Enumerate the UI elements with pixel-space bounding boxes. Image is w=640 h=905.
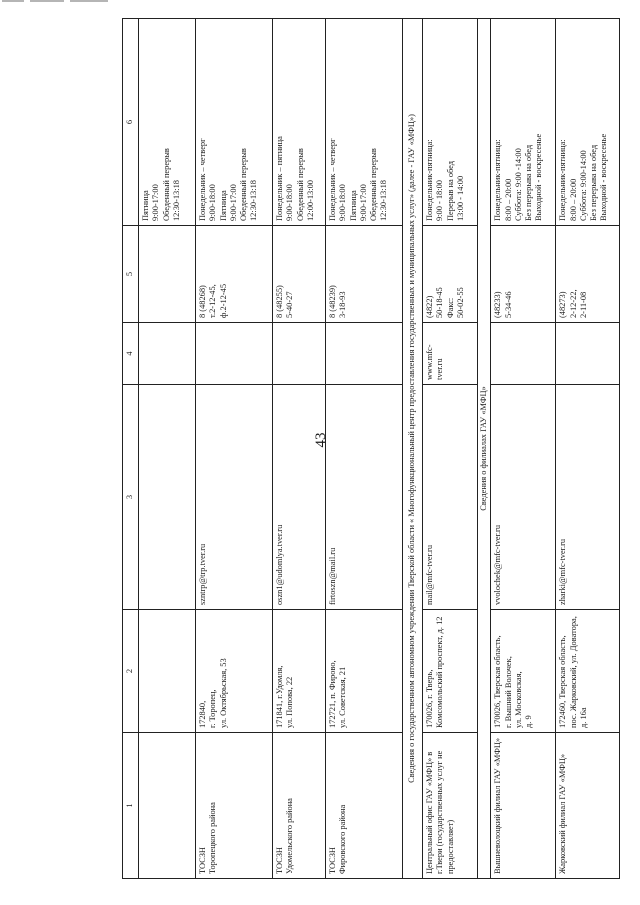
phone-cell	[139, 226, 196, 323]
schedule-cell: Пятница 9:00-17:00 Обеденный перерыв 12:30-13:18	[139, 19, 196, 226]
email-cell: firtoszn@mail.ru	[326, 385, 403, 610]
section-row	[403, 19, 423, 879]
table-row	[423, 19, 478, 879]
email-cell: oszn1@udomlya.tver.ru	[273, 385, 326, 610]
address-cell: 170026, Тверская область, г. Вышний Волочек, ул. Московская, д. 9	[491, 610, 556, 733]
email-cell	[139, 385, 196, 610]
address-cell: 171841, г.Удомля, ул. Попова, 22	[273, 610, 326, 733]
section-heading-mfc: Сведения о государственном автономном учреждении Тверской области « Многофункциональный центр предоставления государственных и муниципальных услуг» (далее - ГАУ «МФЦ»)	[403, 19, 423, 879]
name-cell: ТОСЗН Торопецкого района	[196, 733, 273, 879]
column-numbers-row	[123, 19, 139, 879]
phone-cell: 8 (48239) 3-18-93	[326, 226, 403, 323]
schedule-cell: Понедельник – четверг 9:00-18:00 Пятница 9:00-17:00 Обеденный перерыв 12:30-13:18	[326, 19, 403, 226]
rotated-table-page	[122, 19, 609, 879]
website-cell	[491, 323, 556, 385]
email-cell: zharki@mfc-tver.ru	[556, 385, 620, 610]
email-cell: szntrp@trp.tver.ru	[196, 385, 273, 610]
name-cell: Жарковский филиал ГАУ «МФЦ»	[556, 733, 620, 879]
phone-cell: 8 (48268) т.2-12-45, ф.2-12-45	[196, 226, 273, 323]
table-row	[273, 19, 326, 879]
website-cell	[196, 323, 273, 385]
address-cell: 170026, г. Тверь, Комсомольский проспект, д. 12	[423, 610, 478, 733]
name-cell: ТОСЗН Удомельского района	[273, 733, 326, 879]
phone-cell: (48233) 5-34-46	[491, 226, 556, 323]
table-row	[139, 19, 196, 879]
schedule-cell: Понедельник – пятница 9:00-18:00 Обеденный перерыв 12:00-13:00	[273, 19, 326, 226]
website-cell: www.mfc-tver.ru	[423, 323, 478, 385]
column-number: 5	[123, 226, 139, 323]
email-cell: vvolochek@mfc-tver.ru	[491, 385, 556, 610]
table-row	[326, 19, 403, 879]
address-cell: 172460, Тверская область, пос. Жарковский, ул. Доватора, д. 16а	[556, 610, 620, 733]
name-cell: Центральный офис ГАУ «МФЦ» в г.Твери (государственных услуг не предоставляет)	[423, 733, 478, 879]
address-cell: 172721, п. Фирово, ул. Советская, 21	[326, 610, 403, 733]
phone-cell: (48273) 2-12-22, 2-11-08	[556, 226, 620, 323]
page-number: 43	[313, 432, 329, 448]
table-row	[196, 19, 273, 879]
schedule-cell: Понедельник-пятница: 8:00 – 20:00 Суббота: 9:00-14:00 Без перерыва на обед Выходной - воскресенье	[556, 19, 620, 226]
email-cell: mail@mfc-tver.ru	[423, 385, 478, 610]
schedule-cell: Понедельник-пятница: 9:00 - 18:00 Перерыв на обед 13:00 - 14:00	[423, 19, 478, 226]
name-cell: ТОСЗН Фировского района	[326, 733, 403, 879]
website-cell	[326, 323, 403, 385]
phone-cell: 8 (48255) 5-40-27	[273, 226, 326, 323]
column-number: 1	[123, 733, 139, 879]
column-number: 3	[123, 385, 139, 610]
website-cell	[273, 323, 326, 385]
column-number: 6	[123, 19, 139, 226]
column-number: 4	[123, 323, 139, 385]
institutions-table	[122, 18, 620, 879]
phone-cell: (4822) 50-18-45 Факс: 50-02-55	[423, 226, 478, 323]
table-row	[491, 19, 556, 879]
website-cell	[556, 323, 620, 385]
name-cell	[139, 733, 196, 879]
table-row	[556, 19, 620, 879]
section-heading-branches: Сведения о филиалах ГАУ «МФЦ»	[478, 19, 491, 879]
address-cell	[139, 610, 196, 733]
schedule-cell: Понедельник-пятница: 8:00 – 20:00 Суббота: 9:00 -14:00 Без перерыва на обед Выходной - воскресенье	[491, 19, 556, 226]
column-number: 2	[123, 610, 139, 733]
schedule-cell: Понедельник – четверг 9:00-18:00 Пятница 9:00-17:00 Обеденный перерыв 12:30-13:18	[196, 19, 273, 226]
scan-artifact	[0, 0, 110, 3]
address-cell: 172840, г. Торопец, ул. Октябрьская, 53	[196, 610, 273, 733]
section-row	[478, 19, 491, 879]
name-cell: Вышневолоцкий филиал ГАУ «МФЦ»	[491, 733, 556, 879]
website-cell	[139, 323, 196, 385]
